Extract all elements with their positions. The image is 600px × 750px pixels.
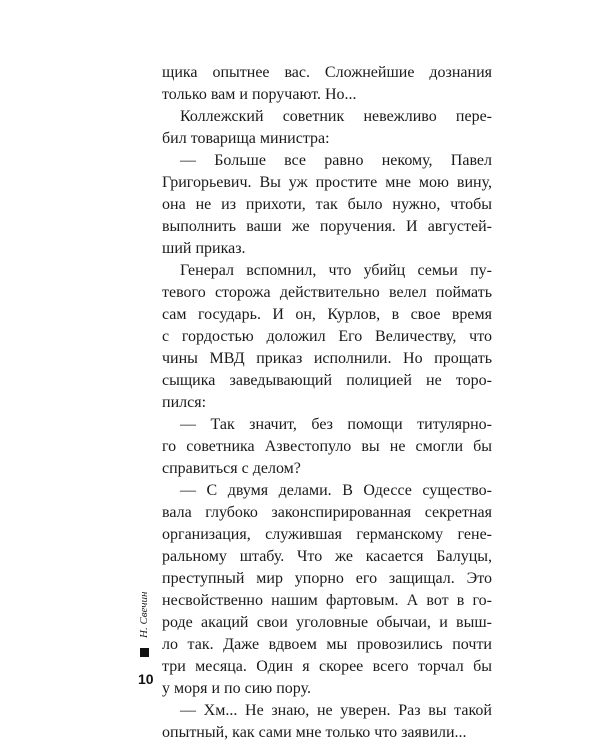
- text-line: роде акаций свои уголовные обычаи, и выш-: [162, 614, 492, 631]
- text-line: Григорьевич. Вы уж простите мне мою вину,: [162, 174, 492, 191]
- text-line: — С двумя делами. В Одессе существо-: [180, 482, 492, 499]
- text-line: ший приказ.: [162, 240, 246, 257]
- page-number: 10: [138, 671, 154, 687]
- text-line: справиться с делом?: [162, 460, 301, 477]
- text-line: вала глубоко законспирированная секретная: [162, 504, 492, 521]
- text-line: Генерал вспомнил, что убийц семьи пу-: [180, 262, 492, 279]
- text-line: она не из прихоти, так было нужно, чтобы: [162, 196, 492, 213]
- text-line: щика опытнее вас. Сложнейшие дознания: [162, 64, 492, 81]
- text-line: преступный мир упорно его защищал. Это: [162, 570, 492, 587]
- text-line: чины МВД приказ исполнили. Но прощать: [162, 350, 492, 367]
- page-marker-square: [140, 648, 149, 657]
- text-line: с гордостью доложил Его Величеству, что: [162, 328, 492, 345]
- text-line: только вам и поручают. Но...: [162, 86, 357, 103]
- text-line: пился:: [162, 394, 207, 411]
- text-line: — Так значит, без помощи титулярно-: [180, 416, 492, 433]
- text-line: сам государь. И он, Курлов, в свое время: [162, 306, 492, 323]
- text-line: го советника Азвестопуло вы не смогли бы: [162, 438, 492, 455]
- text-line: выполнить ваши же поручения. И августей-: [162, 218, 492, 235]
- text-line: у моря и по сию пору.: [162, 680, 311, 697]
- text-line: организация, служившая германскому гене-: [162, 526, 492, 543]
- body-text: [162, 62, 492, 744]
- text-line: сыщика заведывающий полицией не торо-: [162, 372, 492, 389]
- text-line: опытный, как сами мне только что заявили...: [162, 724, 467, 741]
- text-line: тевого сторожа действительно велел поймать: [162, 284, 492, 301]
- text-line: — Больше все равно некому, Павел: [180, 152, 492, 169]
- text-line: — Хм... Не знаю, не уверен. Раз вы такой: [180, 702, 492, 719]
- text-line: три месяца. Один я скорее всего торчал бы: [162, 658, 492, 675]
- text-line: ральному штабу. Что же касается Балуцы,: [162, 548, 492, 565]
- text-line: несвойственно нашим фартовым. А вот в го-: [162, 592, 492, 609]
- text-line: Коллежский советник невежливо пере-: [180, 108, 492, 125]
- text-line: бил товарища министра:: [162, 130, 330, 147]
- running-author: Н. Свечин: [138, 591, 150, 638]
- text-line: ло так. Даже вдвоем мы провозились почти: [162, 636, 492, 653]
